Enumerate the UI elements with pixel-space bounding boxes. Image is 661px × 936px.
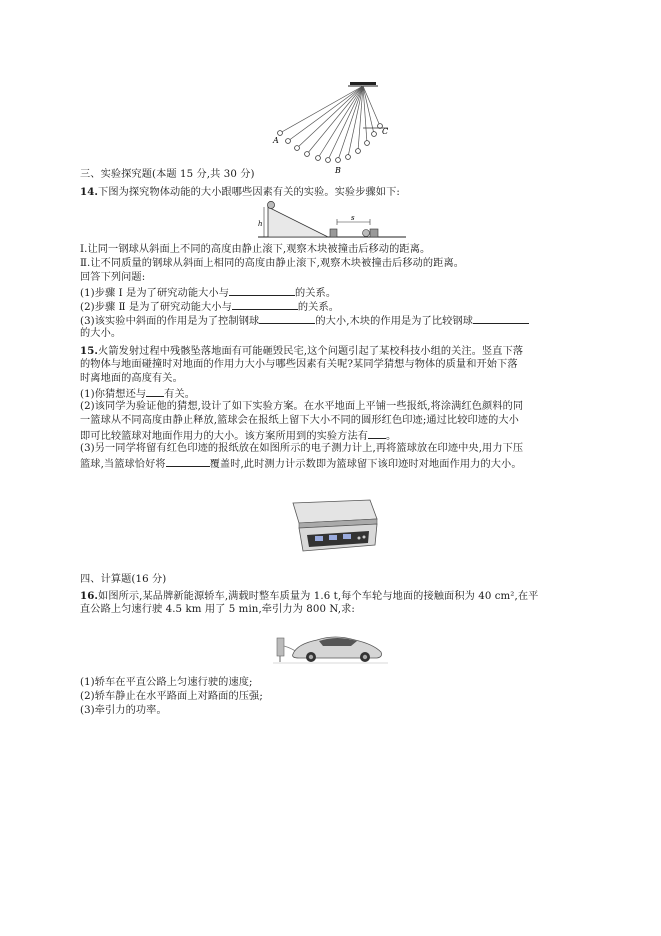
answer-blank[interactable] bbox=[473, 313, 529, 324]
answer-blank[interactable] bbox=[368, 428, 386, 439]
answer-blank[interactable] bbox=[146, 386, 164, 397]
label-a: A bbox=[273, 136, 279, 145]
electronic-scale-figure bbox=[285, 497, 380, 557]
label-b: B bbox=[335, 166, 341, 175]
q14-sub1: (1)步骤 Ⅰ 是为了研究动能大小与 的关系。 bbox=[80, 285, 580, 301]
s-label: s bbox=[351, 214, 355, 222]
q15-sub2-l2: 一篮球从不同高度由静止释放,篮球会在报纸上留下大小不同的圆形红色印迹;通过比较印迹的大小 bbox=[80, 415, 519, 426]
q14-sub2: (2)步骤 Ⅱ 是为了研究动能大小与 的关系。 bbox=[80, 299, 580, 315]
q15-line1: 15.火箭发射过程中残骸坠落地面有可能砸毁民宅,这个问题引起了某校科技小组的关注。竖直下落 bbox=[80, 345, 524, 357]
answer-blank[interactable] bbox=[166, 456, 210, 467]
q14-step2: Ⅱ.让不同质量的钢球从斜面上相同的高度由静止滚下,观察木块被撞击后移动的距离。 bbox=[80, 258, 465, 269]
q15-sub2-l3: 即可比较篮球对地面作用力的大小。该方案所用到的实验方法有 。 bbox=[80, 428, 580, 444]
q16-sub3: (3)牵引力的功率。 bbox=[80, 705, 167, 716]
label-c: C bbox=[382, 127, 389, 136]
section3-title: 三、实验探究题(本题 15 分,共 30 分) bbox=[80, 169, 255, 180]
q14-prompt: 回答下列问题: bbox=[80, 272, 146, 283]
answer-blank[interactable] bbox=[232, 299, 298, 310]
q16-sub2: (2)轿车静止在水平路面上对路面的压强; bbox=[80, 691, 263, 702]
q15-sub1: (1)你猜想还与 有关。 bbox=[80, 386, 580, 402]
q15-sub2-l1: (2)该同学为验证他的猜想,设计了如下实验方案。在水平地面上平铺一些报纸,将涂满红色颜料的同 bbox=[80, 401, 524, 412]
q16-line2: 直公路上匀速行驶 4.5 km 用了 5 min,牵引力为 800 N,求: bbox=[80, 604, 355, 615]
q15-line3: 时离地面的高度有关。 bbox=[80, 373, 183, 384]
q14-stem: 14.下图为探究物体动能的大小跟哪些因素有关的实验。实验步骤如下: bbox=[80, 186, 400, 198]
answer-blank[interactable] bbox=[259, 313, 315, 324]
q14-sub3-cont: 的大小。 bbox=[80, 328, 122, 339]
pendulum-figure bbox=[270, 78, 400, 176]
q15-line2: 的物体与地面碰撞时对地面的作用力大小与哪些因素有关呢?某同学猜想与物体的质量和开始下落 bbox=[80, 359, 518, 370]
section4-title: 四、计算题(16 分) bbox=[80, 574, 167, 585]
answer-blank[interactable] bbox=[229, 285, 295, 296]
q14-step1: Ⅰ.让同一钢球从斜面上不同的高度由静止滚下,观察木块被撞击后移动的距离。 bbox=[80, 244, 431, 255]
q14-sub3: (3)该实验中斜面的作用是为了控制钢球 的大小,木块的作用是为了比较钢球 bbox=[80, 313, 580, 329]
car-figure bbox=[273, 624, 388, 666]
q16-line1: 16.如图所示,某品牌新能源轿车,满载时整车质量为 1.6 t,每个车轮与地面的接触面积为 40 cm²,在平 bbox=[80, 590, 539, 602]
q15-sub3-l1: (3)另一同学将留有红色印迹的报纸放在如图所示的电子测力计上,再将篮球放在印迹中央,用力下压 bbox=[80, 443, 524, 454]
h-label: h bbox=[258, 220, 263, 228]
q15-sub3-l2: 篮球,当篮球恰好将 覆盖时,此时测力计示数即为篮球留下该印迹时对地面作用力的大小。 bbox=[80, 456, 580, 472]
ramp-figure bbox=[258, 199, 406, 241]
q16-sub1: (1)轿车在平直公路上匀速行驶的速度; bbox=[80, 677, 253, 688]
